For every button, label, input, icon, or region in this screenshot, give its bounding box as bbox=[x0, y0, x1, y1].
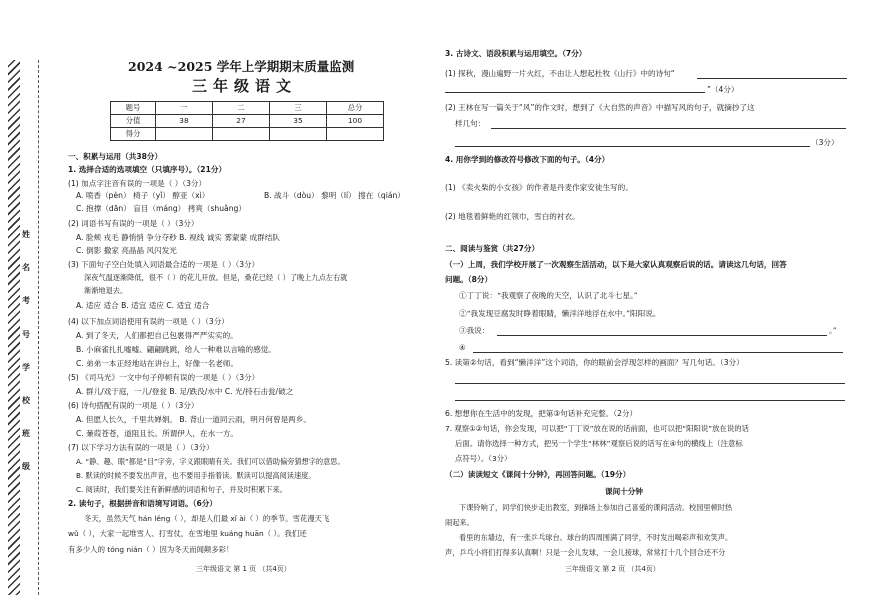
question-text: (7) 以下学习方法有误的一项是（ ）（3分） bbox=[68, 443, 214, 452]
table-cell: 三 bbox=[270, 102, 327, 115]
question-text: 样几句： bbox=[455, 119, 486, 128]
option-text: C. 抱撑（dān） 盲目（máng） 拷爽（shuǎng） bbox=[76, 204, 246, 213]
option-text: C. 蒹葭苍苍，道阻且长。所谓伊人，在水一方。 bbox=[76, 429, 239, 438]
option-text: C. 倒影 撒家 亮晶晶 风闪发光 bbox=[76, 246, 177, 255]
question-passage: ①丁丁说：“我观察了夜晚的天空，认识了北斗七星。” bbox=[459, 291, 638, 300]
binding-label: 级 bbox=[22, 462, 30, 472]
page-footer: 三年级语文 第 1 页 （共4页） bbox=[196, 565, 291, 573]
answer-line[interactable] bbox=[455, 383, 845, 384]
question-text: (1) 加点字注音有误的一项是（ ）（3分） bbox=[68, 179, 207, 188]
table-cell: 二 bbox=[213, 102, 270, 115]
question-heading: 1. 选择合适的选项填空（只填序号）。（21分） bbox=[68, 165, 227, 174]
passage-text: 闹起来。 bbox=[445, 518, 474, 527]
passage-title: 课间十分钟 bbox=[605, 487, 643, 496]
table-cell: 35 bbox=[270, 115, 327, 128]
question-passage: ③我说： bbox=[459, 326, 490, 335]
option-text: C. 阅读时，我们要关注有新鲜感的词语和句子，并及时积累下来。 bbox=[76, 485, 287, 494]
question-text: 7. 观察①②句话，你会发现，可以把“丁丁说”放在说的话前面，也可以把“阳阳说”放在说的话 bbox=[445, 424, 750, 433]
table-cell: 38 bbox=[156, 115, 213, 128]
option-text: B. 小麻雀扎扎嘘嘘、翩翩跳跳，给人一种难以言喻的感觉。 bbox=[76, 345, 276, 354]
question-text: 6. 想想你在生活中的发现，把第③句话补充完整。（2分） bbox=[445, 409, 638, 418]
binding-label: 校 bbox=[22, 395, 30, 405]
passage-text: 看里的东墙边，有一张乒乓球台。球台的四周围满了同学，不时发出喝彩声和欢笑声。 bbox=[459, 533, 733, 542]
option-text: A. 喷香（pèn） 椅子（yǐ） 醇亚（xì） bbox=[76, 191, 210, 200]
binding-hatch bbox=[8, 60, 20, 595]
score-cell[interactable] bbox=[156, 128, 213, 141]
table-cell: 得分 bbox=[111, 128, 156, 141]
option-text: B. 战斗（dòu） 黎明（lí） 搜在（qián） bbox=[264, 191, 405, 200]
question-heading: 3. 古诗文、语段积累与运用填空。（7分） bbox=[445, 49, 587, 58]
question-text: (6) 诗句搭配有误的一项是（ ）（3分） bbox=[68, 401, 199, 410]
option-text: C. 弟弟一本正经地站在讲台上，好像一名老师。 bbox=[76, 359, 239, 368]
score-cell[interactable] bbox=[270, 128, 327, 141]
table-cell: 题号 bbox=[111, 102, 156, 115]
binding-margin bbox=[8, 60, 39, 595]
binding-label: 学 bbox=[22, 362, 30, 372]
question-text: (2) 地毯着鲜艳的红领巾，雪白的衬衣。 bbox=[445, 212, 580, 221]
answer-line[interactable] bbox=[445, 92, 705, 93]
table-cell: 一 bbox=[156, 102, 213, 115]
answer-line[interactable] bbox=[697, 78, 847, 79]
table-cell: 分值 bbox=[111, 115, 156, 128]
question-heading: 2. 读句子，根据拼音和语境写词语。（6分） bbox=[68, 499, 217, 508]
score-table bbox=[110, 101, 384, 141]
table-row bbox=[111, 102, 384, 115]
option-text: A. 脸颊 戎毛 静悄悄 争分夺秒 B. 视线 诚实 雾蒙蒙 成群结队 bbox=[76, 233, 280, 242]
section-heading: 二、阅读与鉴赏（共27分） bbox=[445, 244, 540, 253]
question-heading: （一）上周，我们学校开展了一次观察生活活动，以下是大家认真观察后说的话。请读这几句话，回答 bbox=[445, 260, 787, 269]
question-passage: 。” bbox=[829, 326, 837, 335]
table-cell: 27 bbox=[213, 115, 270, 128]
answer-line[interactable] bbox=[455, 400, 845, 401]
table-row bbox=[111, 115, 384, 128]
question-text: (1) 探秋，漫山遍野一片火红，不由让人想起杜牧《山行》中的诗句“ bbox=[445, 69, 675, 78]
option-text: A. 但愿人长久，千里共婵娟。 B. 背山一道同云雨，明月何曾是两乡。 bbox=[76, 415, 311, 424]
option-text: A. 适应 适合 B. 适宜 适应 C. 适宜 适合 bbox=[76, 301, 210, 310]
answer-line[interactable] bbox=[497, 335, 827, 336]
question-text: 后面。请你选择一种方式，把另一个学生“林林”观察后说的话写在④句的横线上（注意标 bbox=[455, 439, 743, 448]
question-passage: ④ bbox=[459, 343, 466, 352]
table-cell: 100 bbox=[327, 115, 384, 128]
question-text: (2) 词语书写有误的一项是（ ）（3分） bbox=[68, 219, 199, 228]
passage-text: 下课铃响了，同学们快步走出教室，到操场上参加自己喜爱的课间活动。校园里顿时热 bbox=[459, 503, 733, 512]
page-footer: 三年级语文 第 2 页 （共4页） bbox=[565, 565, 660, 573]
answer-line[interactable] bbox=[455, 146, 810, 147]
binding-label: 考 bbox=[22, 296, 30, 306]
exam-title: 2024 ~2025 学年上学期期末质量监测 bbox=[128, 59, 355, 74]
section-heading: 一、积累与运用（共38分） bbox=[68, 152, 163, 161]
binding-label: 名 bbox=[22, 263, 30, 273]
question-text: (2) 王林在写一篇关于“风”的作文时，想到了《大自然的声音》中描写风的句子，就摘抄了这 bbox=[445, 103, 755, 112]
question-text: (4) 以下加点词语使用有误的一项是（ ）（3分） bbox=[68, 317, 229, 326]
option-text: A. “静、趣、眼”都是“目”字旁，字义跟眼睛有关。我们可以借助偏旁猜想字的意思。 bbox=[76, 457, 345, 466]
question-text: ”（4分） bbox=[707, 85, 739, 94]
answer-line[interactable] bbox=[473, 352, 843, 353]
question-passage: 渐渐地退去。 bbox=[84, 286, 128, 295]
binding-label: 班 bbox=[22, 429, 30, 439]
option-text: A. 群儿/戏于庭，一儿/登瓮 B. 足/跌没/水中 C. 光/持石击瓮/破之 bbox=[76, 387, 294, 396]
question-text: wǔ（ ），大家一起堆雪人、打雪仗，在雪地里 kuáng huān（ ）。我们还 bbox=[68, 529, 307, 538]
question-heading: （二）读读短文《课间十分钟》，再回答问题。（19分） bbox=[445, 470, 631, 479]
score-cell[interactable] bbox=[213, 128, 270, 141]
option-text: A. 到了冬天，人们都把自己包裹得严严实实的。 bbox=[76, 331, 238, 340]
score-cell[interactable] bbox=[327, 128, 384, 141]
question-text: (5) 《司马光》一文中句子停顿有误的一项是（ ）（3分） bbox=[68, 373, 260, 382]
question-heading: 问题。（8分） bbox=[445, 275, 493, 284]
binding-label: 姓 bbox=[22, 230, 30, 239]
question-passage: 深夜气温逐渐降低，很不（ ）的花儿开放。但是，桑花已经（ ）了晚上九点左右就 bbox=[84, 273, 348, 282]
question-text: (1) 《卖火柴的小女孩》的作者是丹麦作家安徒生写的。 bbox=[445, 183, 633, 192]
answer-line[interactable] bbox=[491, 128, 846, 129]
table-cell: 总分 bbox=[327, 102, 384, 115]
option-text: B. 默读的时候不要发出声音，也不要用手指着读。默读可以提高阅读速度。 bbox=[76, 471, 316, 480]
binding-labels bbox=[22, 230, 36, 496]
question-passage: ②“我发现豆腐发时睁着眼睛，懒洋洋地浮在水中。”阳阳说。 bbox=[459, 309, 661, 318]
question-text: 点符号）。（3分） bbox=[455, 454, 512, 463]
question-text: 5. 读第②句话，看到“懒洋洋”这个词语，你的眼前会浮现怎样的画面？写几句话。（3分） bbox=[445, 358, 744, 367]
passage-text: 声，乒乓小将们打得多认真啊！只是一会儿发球，一会儿接球，常常打十几个回合还不分 bbox=[445, 548, 726, 557]
exam-subtitle: 三年级语文 bbox=[192, 77, 298, 95]
question-text: (3) 下面句子空白处填入词语最合适的一项是（ ）（3分） bbox=[68, 260, 260, 269]
question-text: 冬天，虽然天气 hán lěng（ ），却是人们最 xǐ ài（ ）的季节。雪花漫天飞 bbox=[84, 514, 330, 523]
question-text: 有多少人的 tóng nián（ ）因为冬天而闻颠多彩！ bbox=[68, 545, 234, 554]
question-text: （3分） bbox=[811, 138, 839, 147]
binding-label: 号 bbox=[22, 329, 30, 339]
table-row bbox=[111, 128, 384, 141]
question-heading: 4. 用你学到的修改符号修改下面的句子。（4分） bbox=[445, 155, 610, 164]
